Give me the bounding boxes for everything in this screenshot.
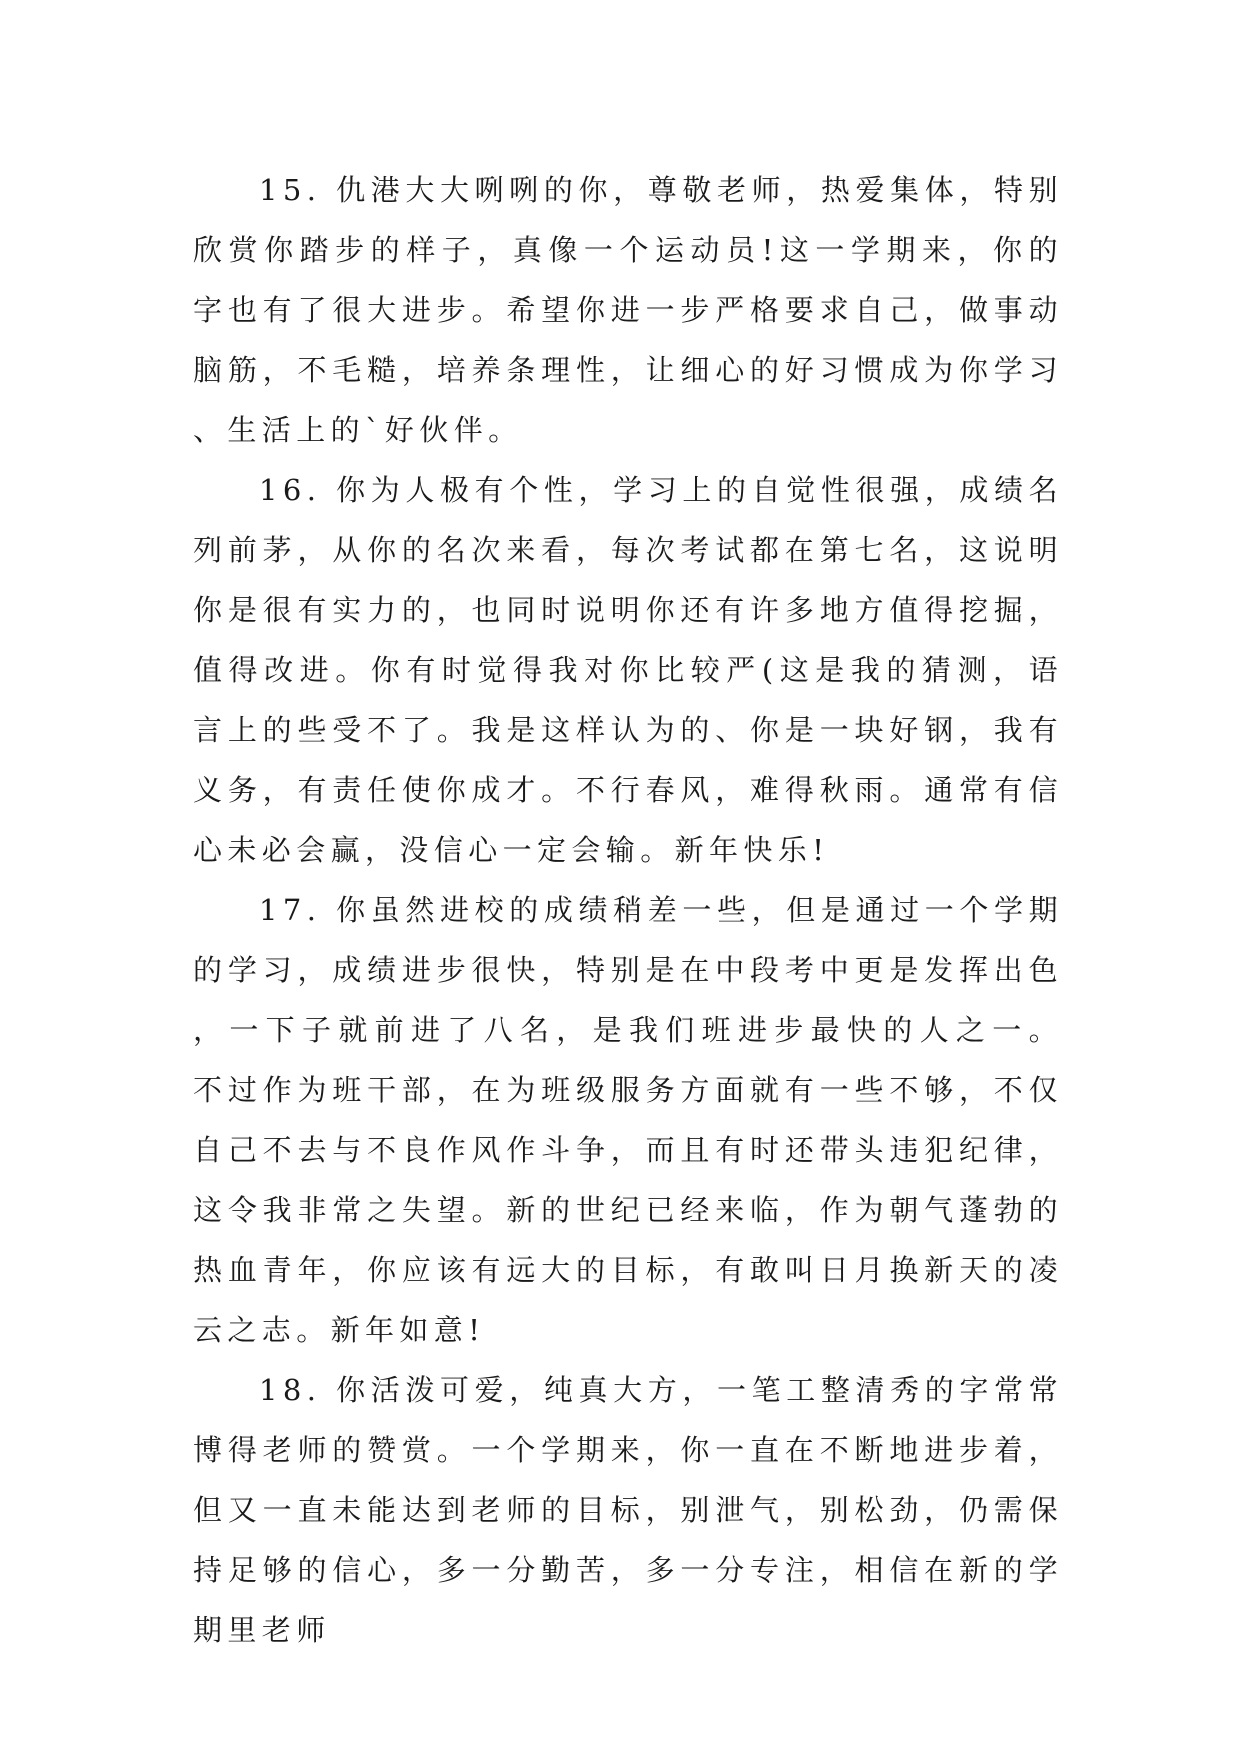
paragraph-17: 17. 你虽然进校的成绩稍差一些，但是通过一个学期的学习，成绩进步很快，特别是在中段考中更是发挥出色，一下子就前进了八名，是我们班进步最快的人之一。 不过作为班干部，在为班级服务方面就有一些不够，不仅自己不去与不良作风作斗争，而且有时还带头违犯纪律，这令我非常之失望。新的世纪已经来临，作为朝气蓬勃的热血青年，你应该有远大的目标，有敢叫日月换新天的凌云之志。新年如意! (193, 893, 1063, 1347)
document-body (193, 160, 1063, 1660)
paragraph-15: 15. 仇港大大咧咧的你，尊敬老师，热爱集体，特别欣赏你踏步的样子，真像一个运动员!这一学期来，你的字也有了很大进步。希望你进一步严格要求自己，做事动脑筋，不毛糙，培养条理性，让细心的好习惯成为你学习、生活上的`好伙伴。 (193, 173, 1063, 447)
paragraph-18: 18. 你活泼可爱，纯真大方，一笔工整清秀的字常常博得老师的赞赏。一个学期来，你一直在不断地进步着，但又一直未能达到老师的目标，别泄气，别松劲，仍需保持足够的信心，多一分勤苦，多一分专注，相信在新的学期里老师 (193, 1373, 1063, 1647)
paragraph-16: 16. 你为人极有个性，学习上的自觉性很强，成绩名列前茅，从你的名次来看，每次考试都在第七名，这说明你是很有实力的，也同时说明你还有许多地方值得挖掘，值得改进。你有时觉得我对你比较严(这是我的猜测，语言上的些受不了。我是这样认为的、你是一块好钢，我有义务，有责任使你成才。不行春风，难得秋雨。通常有信心未必会赢，没信心一定会输。新年快乐! (193, 473, 1063, 867)
